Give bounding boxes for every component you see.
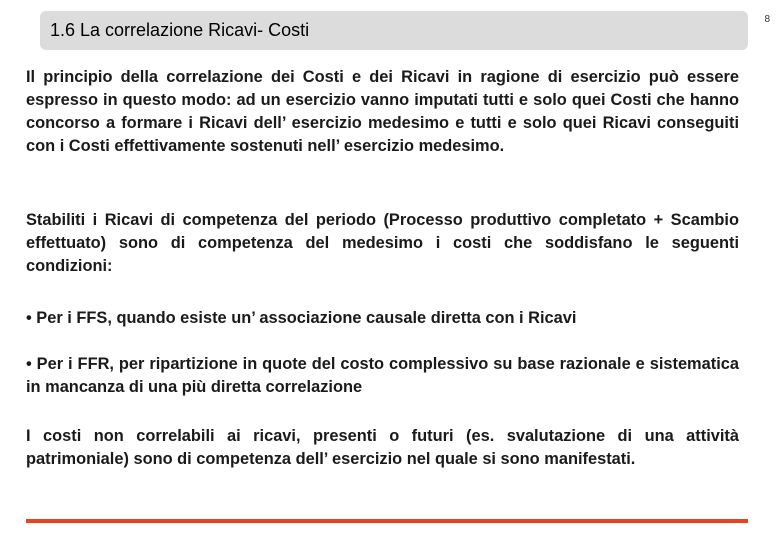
page-number: 8	[764, 14, 770, 25]
bullet-ffs: • Per i FFS, quando esiste un’ associazione causale diretta con i Ricavi	[26, 309, 577, 327]
bottom-accent-rule	[26, 519, 748, 523]
paragraph-conditions-intro: Stabiliti i Ricavi di competenza del periodo (Processo produttivo completato + Scambio effettuato) sono di competenza del medesimo i costi che soddisfano le seguenti condizioni:	[26, 211, 739, 275]
paragraph-principle: Il principio della correlazione dei Costi e dei Ricavi in ragione di esercizio può essere espresso in questo modo: ad un esercizio vanno imputati tutti e solo quei Costi che hanno concorso a formare i Ricavi dell’ esercizio medesimo e tutti e solo quei Ricavi conseguiti con i Costi effettivamente sostenuti nell’ esercizio medesimo.	[26, 68, 739, 155]
bullet-ffr: • Per i FFR, per ripartizione in quote del costo complessivo su base razionale e sistematica in mancanza di una più diretta correlazione	[26, 355, 739, 396]
slide-title: 1.6 La correlazione Ricavi- Costi	[50, 20, 310, 40]
title-bar	[40, 11, 748, 50]
paragraph-uncorrelated-costs: I costi non correlabili ai ricavi, presenti o futuri (es. svalutazione di una attività patrimoniale) sono di competenza dell’ esercizio nel quale si sono manifestati.	[26, 427, 739, 468]
